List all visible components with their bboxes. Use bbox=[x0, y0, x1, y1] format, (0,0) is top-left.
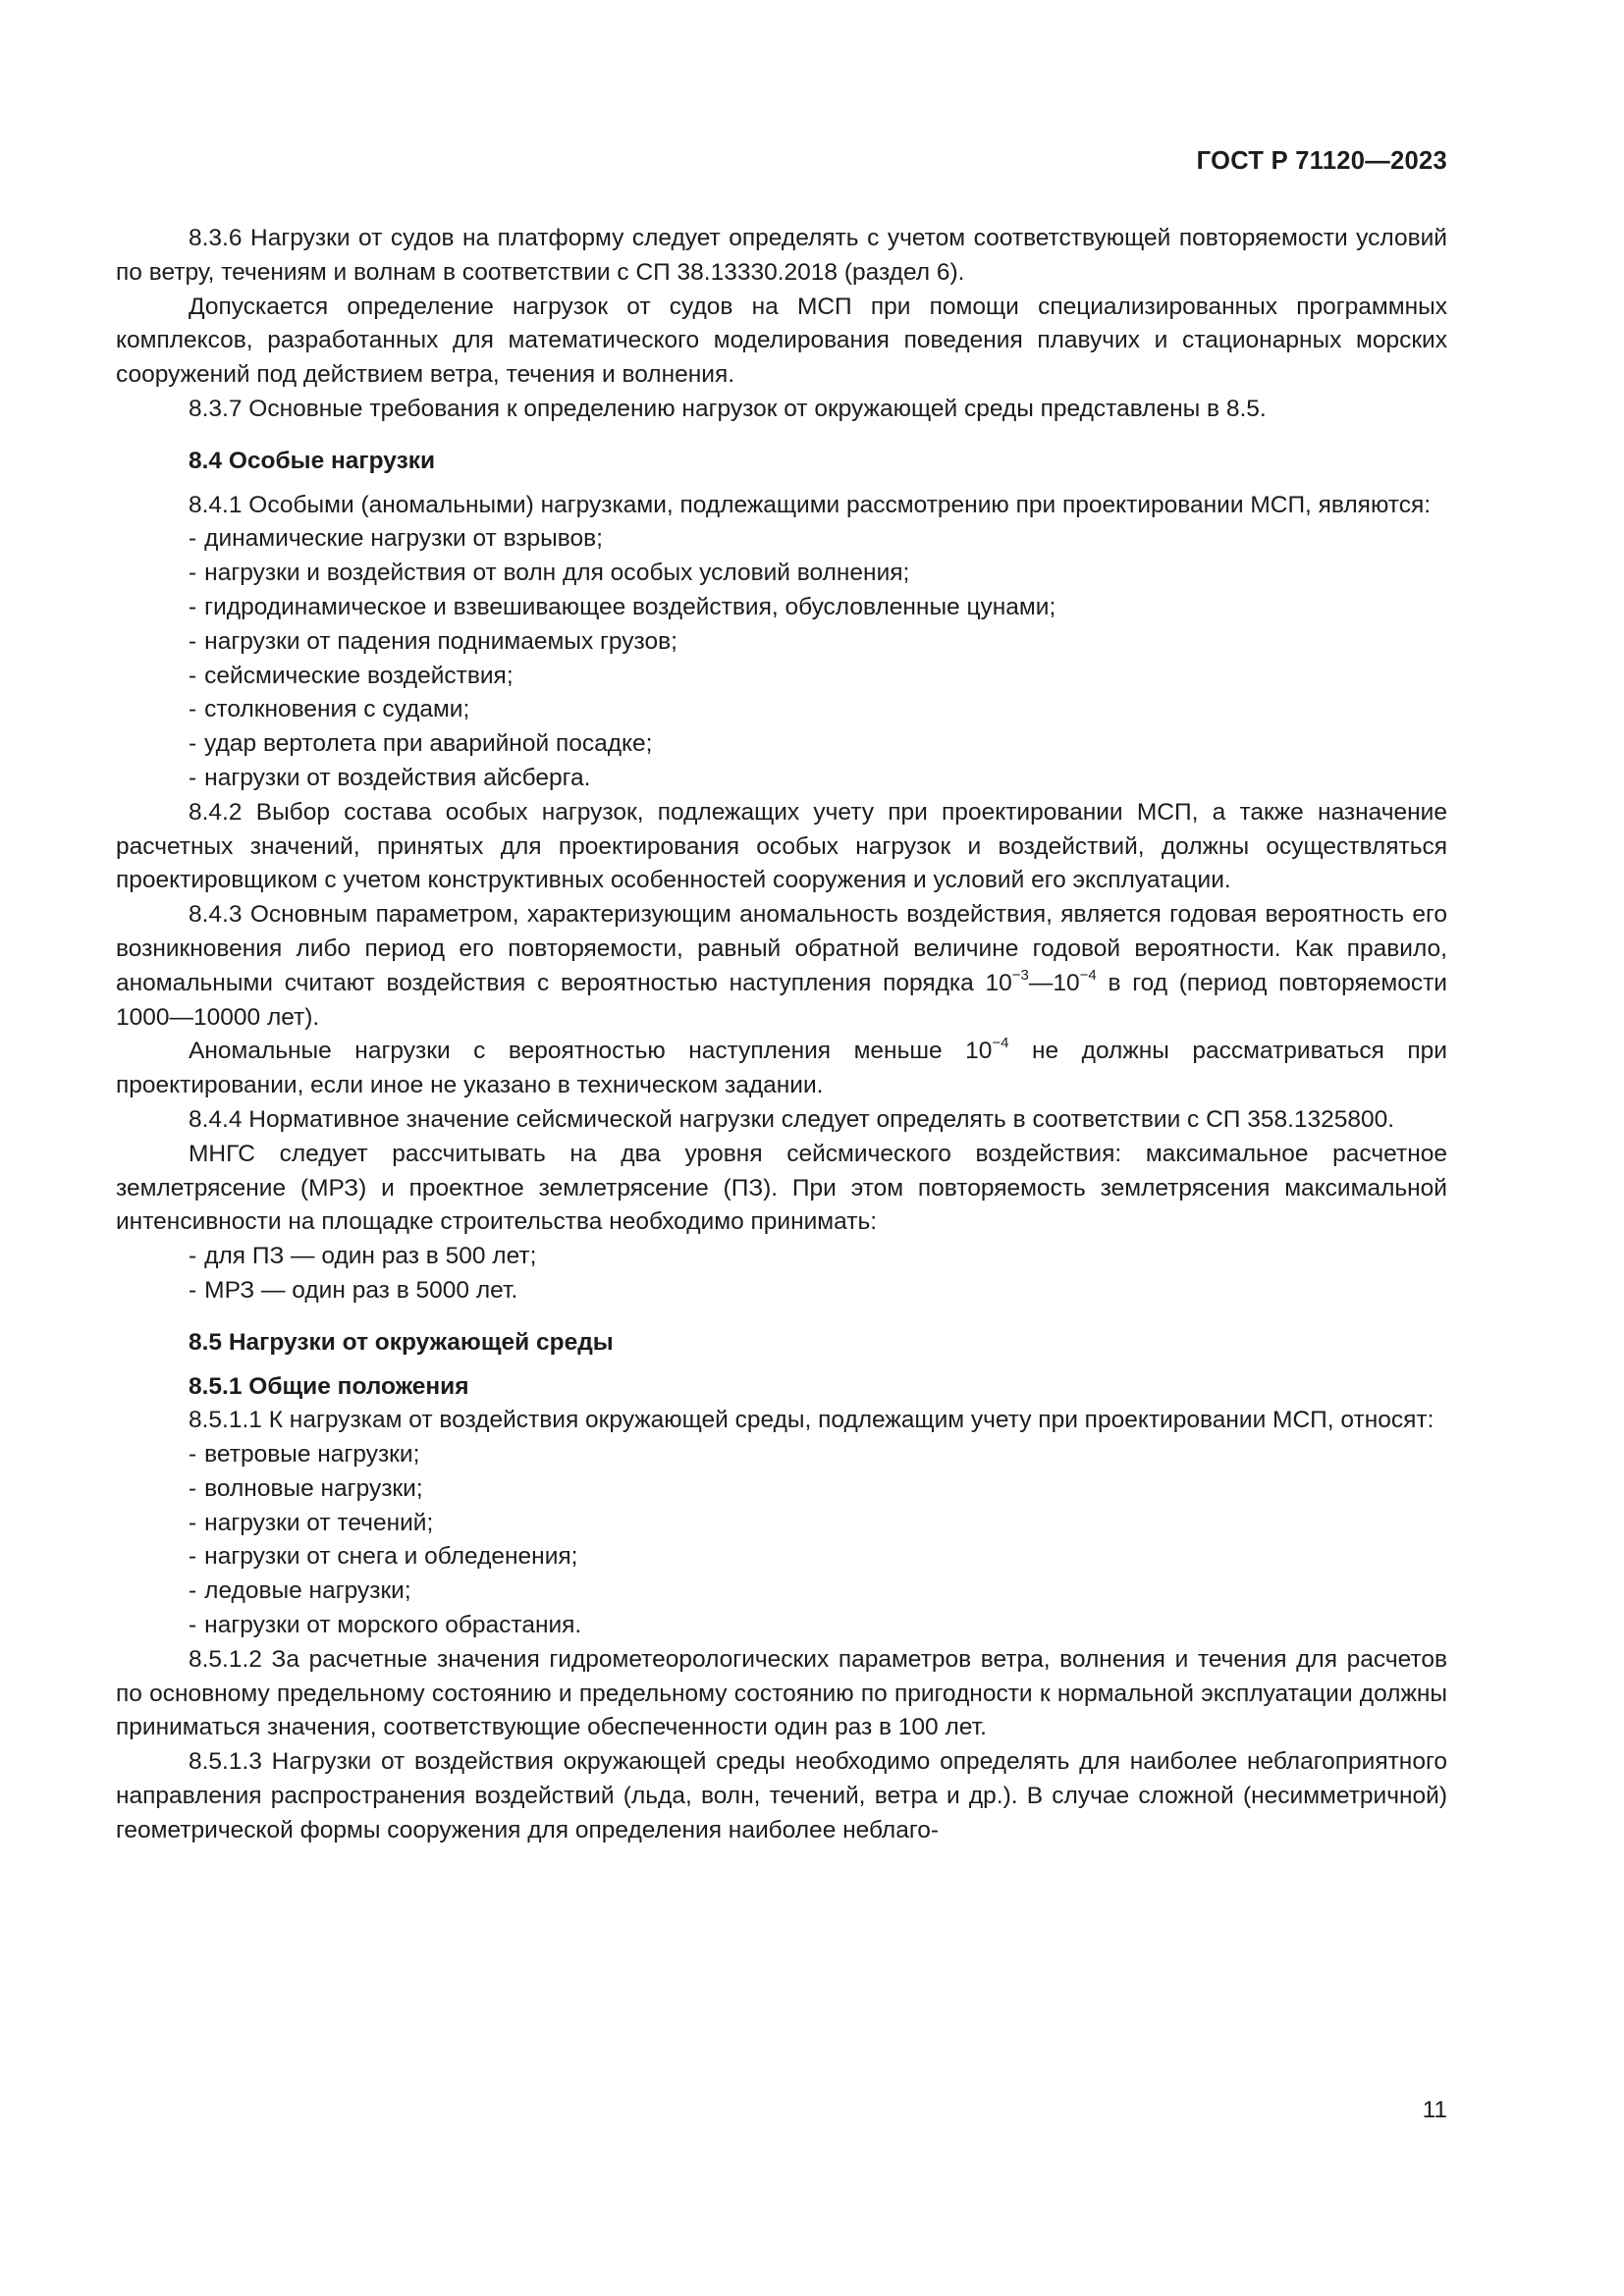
list-marker: - bbox=[189, 1543, 197, 1571]
list-marker: - bbox=[189, 764, 197, 791]
list-marker: - bbox=[189, 662, 197, 689]
paragraph-8-4-4-cont: МНГС следует рассчитывать на два уровня сейсмического воздействия: максимальное расчетное землетрясение (МРЗ) и проектное землетрясение (ПЗ). При этом повторяемость землетрясения максимальной интенсивности на площадке строительства необходимо принимать: bbox=[116, 1140, 1447, 1236]
list-item: - МРЗ — один раз в 5000 лет. bbox=[189, 1276, 518, 1304]
page-number: 11 bbox=[1422, 2097, 1447, 2123]
paragraph-8-5-1-2: 8.5.1.2 За расчетные значения гидрометеорологических параметров ветра, волнения и течения для расчетов по основному предельному состоянию и предельному состоянию по пригодности к нормальной эксплуатации должны приниматься значения, соответствующие обеспеченности один раз в 100 лет. bbox=[116, 1645, 1447, 1741]
paragraph-8-4-3: 8.4.3 Основным параметром, характеризующим аномальность воздействия, является годовая вероятность его возникновения либо период его повторяемости, равный обратной величине годовой вероятности. Как правило, аномальными считают воздействия с вероятностью наступления порядка $10^{-3}—10^{-4}$ в год (период повторяемости 1000—10000 лет). bbox=[116, 901, 1447, 1031]
list-item: - нагрузки от воздействия айсберга. bbox=[189, 764, 591, 791]
list-item: - нагрузки от течений; bbox=[189, 1509, 434, 1536]
section-heading-8-5: 8.5 Нагрузки от окружающей среды bbox=[189, 1328, 614, 1356]
list-item: - нагрузки и воздействия от волн для особых условий волнения; bbox=[189, 560, 910, 587]
paragraph-8-3-6-cont: Допускается определение нагрузок от судов на МСП при помощи специализированных программных комплексов, разработанных для математического моделирования поведения плавучих и стационарных морских сооружений под действием ветра, течения и волнения. bbox=[116, 293, 1447, 389]
list-8-4-4 bbox=[116, 1240, 1447, 1308]
list-marker: - bbox=[189, 696, 197, 723]
list-marker: - bbox=[189, 1441, 197, 1468]
list-marker: - bbox=[189, 1243, 197, 1270]
section-heading-8-4: 8.4 Особые нагрузки bbox=[189, 447, 436, 474]
list-marker: - bbox=[189, 1577, 197, 1605]
list-marker: - bbox=[189, 627, 197, 655]
list-item: - столкновения с судами; bbox=[189, 696, 470, 723]
list-marker: - bbox=[189, 1474, 197, 1502]
list-item: - волновые нагрузки; bbox=[189, 1474, 423, 1502]
list-item: - нагрузки от снега и обледенения; bbox=[189, 1543, 578, 1571]
list-8-5-1-1 bbox=[116, 1438, 1447, 1643]
list-marker: - bbox=[189, 593, 197, 620]
list-item: - гидродинамическое и взвешивающее воздействия, обусловленные цунами; bbox=[189, 593, 1056, 620]
list-marker: - bbox=[189, 730, 197, 758]
list-item: - ледовые нагрузки; bbox=[189, 1577, 411, 1605]
paragraph-8-5-1-3: 8.5.1.3 Нагрузки от воздействия окружающей среды необходимо определять для наиболее неблагоприятного направления распространения воздействий (льда, волн, течений, ветра и др.). В случае сложной (несимметричной) геометрической формы сооружения для определения наиболее неблаго- bbox=[116, 1748, 1447, 1843]
list-marker: - bbox=[189, 525, 197, 553]
list-item: - нагрузки от падения поднимаемых грузов; bbox=[189, 627, 677, 655]
document-body bbox=[116, 222, 1447, 1848]
list-item: - удар вертолета при аварийной посадке; bbox=[189, 730, 653, 758]
paragraph-8-3-6: 8.3.6 Нагрузки от судов на платформу следует определять с учетом соответствующей повторяемости условий по ветру, течениям и волнам в соответствии с СП 38.13330.2018 (раздел 6). bbox=[116, 225, 1447, 286]
paragraph-8-3-7: 8.3.7 Основные требования к определению нагрузок от окружающей среды представлены в 8.5. bbox=[189, 395, 1267, 422]
paragraph-8-4-1: 8.4.1 Особыми (аномальными) нагрузками, подлежащими рассмотрению при проектировании МСП, являются: bbox=[189, 491, 1432, 518]
subsection-heading-8-5-1: 8.5.1 Общие положения bbox=[189, 1372, 469, 1400]
list-8-4-1 bbox=[116, 522, 1447, 795]
paragraph-8-4-3-cont: Аномальные нагрузки с вероятностью наступления меньше $10^{-4}$ не должны рассматриваться при проектировании, если иное не указано в техническом задании. bbox=[116, 1035, 1447, 1099]
paragraph-8-4-4: 8.4.4 Нормативное значение сейсмической нагрузки следует определять в соответствии с СП 358.1325800. bbox=[189, 1105, 1395, 1133]
list-item: - для ПЗ — один раз в 500 лет; bbox=[189, 1243, 537, 1270]
list-item: - ветровые нагрузки; bbox=[189, 1441, 420, 1468]
list-marker: - bbox=[189, 1509, 197, 1536]
list-item: - сейсмические воздействия; bbox=[189, 662, 514, 689]
list-item: - динамические нагрузки от взрывов; bbox=[189, 525, 603, 553]
list-marker: - bbox=[189, 560, 197, 587]
list-marker: - bbox=[189, 1276, 197, 1304]
list-item: - нагрузки от морского обрастания. bbox=[189, 1612, 582, 1639]
paragraph-8-5-1-1: 8.5.1.1 К нагрузкам от воздействия окружающей среды, подлежащим учету при проектировании МСП, относят: bbox=[189, 1407, 1435, 1434]
list-marker: - bbox=[189, 1612, 197, 1639]
document-code: ГОСТ Р 71120—2023 bbox=[1196, 147, 1447, 175]
paragraph-8-4-2: 8.4.2 Выбор состава особых нагрузок, подлежащих учету при проектировании МСП, а также назначение расчетных значений, принятых для проектирования особых нагрузок и воздействий, должны осуществляться проектировщиком с учетом конструктивных особенностей сооружения и условий его эксплуатации. bbox=[116, 798, 1447, 894]
